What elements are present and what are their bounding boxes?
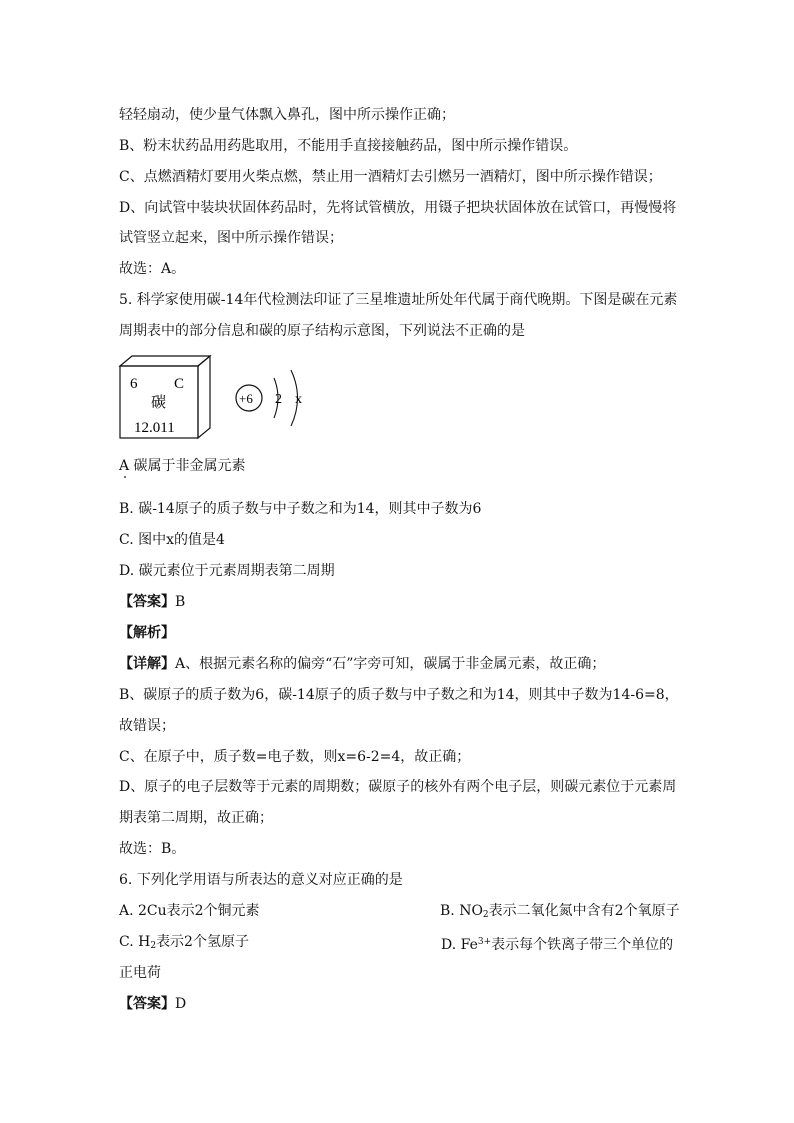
question-5-stem: 5. 科学家使用碳-14年代检测法印证了三星堆遗址所处年代属于商代晚期。下图是碳在元素 [119, 292, 678, 308]
q6-d-formula: D. Fe [441, 937, 478, 953]
q6-option-d-cont: 正电荷 [119, 965, 161, 981]
detail-label: 【详解】 [119, 656, 175, 672]
analysis-label: 【解析】 [119, 625, 175, 641]
q6-option-b [440, 901, 680, 925]
detail-d-cont: 期表第二周期，故正确； [119, 810, 273, 826]
text-line: D、向试管中装块状固体药品时，先将试管横放，用镊子把块状固体放在试管口，再慢慢将 [119, 200, 677, 216]
detail-d: D、原子的电子层数等于元素的周期数；碳原子的核外有两个电子层，则碳元素位于元素周 [119, 779, 677, 795]
q6-c-formula: C. H [119, 934, 151, 950]
text-line: 轻轻扇动，使少量气体飘入鼻孔，图中所示操作正确； [119, 107, 455, 123]
element-symbol: C [174, 376, 185, 392]
text-line: C、点燃酒精灯要用火柴点燃，禁止用一酒精灯去引燃另一酒精灯，图中所示操作错误； [119, 169, 662, 185]
option-d: D. 碳元素位于元素周期表第二周期 [119, 563, 335, 579]
q6-option-c [119, 932, 249, 956]
q6-option-d [441, 932, 673, 955]
detail-b-cont: 故错误； [119, 718, 175, 734]
detail-b: B、碳原子的质子数为6，碳-14原子的质子数与中子数之和为14，则其中子数为14-6=8， [119, 687, 679, 703]
stray-mark [124, 476, 126, 478]
text-line: B、粉末状药品用药匙取用，不能用手直接接触药品，图中所示操作错误。 [119, 138, 578, 154]
box-side [198, 356, 210, 438]
q6-c-text: 表示2个氢原子 [156, 934, 249, 950]
q6-d-text: 表示每个铁离子带三个单位的 [491, 937, 674, 953]
nuclear-charge: +6 [239, 391, 253, 406]
option-b: B. 碳-14原子的质子数与中子数之和为14，则其中子数为6 [119, 501, 482, 517]
text-line: 试管竖立起来，图中所示操作错误； [119, 230, 343, 246]
option-c: C. 图中x的值是4 [119, 532, 225, 548]
element-name: 碳 [151, 395, 167, 411]
q6-b-text: 表示二氧化氮中含有2个氧原子 [488, 903, 680, 919]
q6-answer-line [119, 994, 186, 1014]
box-top [120, 356, 210, 366]
q6-b-subscript: 2 [482, 910, 489, 920]
detail-a: A、根据元素名称的偏旁“石”字旁可知，碳属于非金属元素，故正确； [175, 656, 606, 672]
q6-c-subscript: 2 [150, 941, 157, 951]
q6-answer-label: 【答案】 [119, 996, 175, 1012]
q6-d-superscript: 3+ [477, 937, 492, 947]
detail-line [119, 654, 605, 674]
answer-line [119, 592, 185, 612]
detail-conclusion: 故选：B。 [119, 841, 186, 857]
answer-label: 【答案】 [119, 594, 175, 610]
detail-c: C、在原子中，质子数=电子数，则x=6-2=4，故正确； [119, 749, 471, 765]
q6-option-a: A. 2Cu表示2个铜元素 [119, 903, 260, 919]
option-a: A 碳属于非金属元素 [119, 458, 246, 474]
shell-1-electrons: 2 [275, 392, 282, 407]
answer-value: B [175, 594, 186, 610]
question-6-stem: 6. 下列化学用语与所表达的意义对应正确的是 [119, 872, 403, 888]
carbon-figure [110, 350, 340, 445]
shell-2-electrons: x [295, 392, 302, 407]
q6-b-formula: B. NO [440, 903, 483, 919]
atomic-mass: 12.011 [134, 420, 175, 436]
atomic-number: 6 [130, 376, 138, 392]
text-line: 故选：A。 [119, 261, 186, 277]
question-5-stem-cont: 周期表中的部分信息和碳的原子结构示意图，下列说法不正确的是 [119, 323, 525, 339]
q6-answer-value: D [175, 996, 187, 1012]
